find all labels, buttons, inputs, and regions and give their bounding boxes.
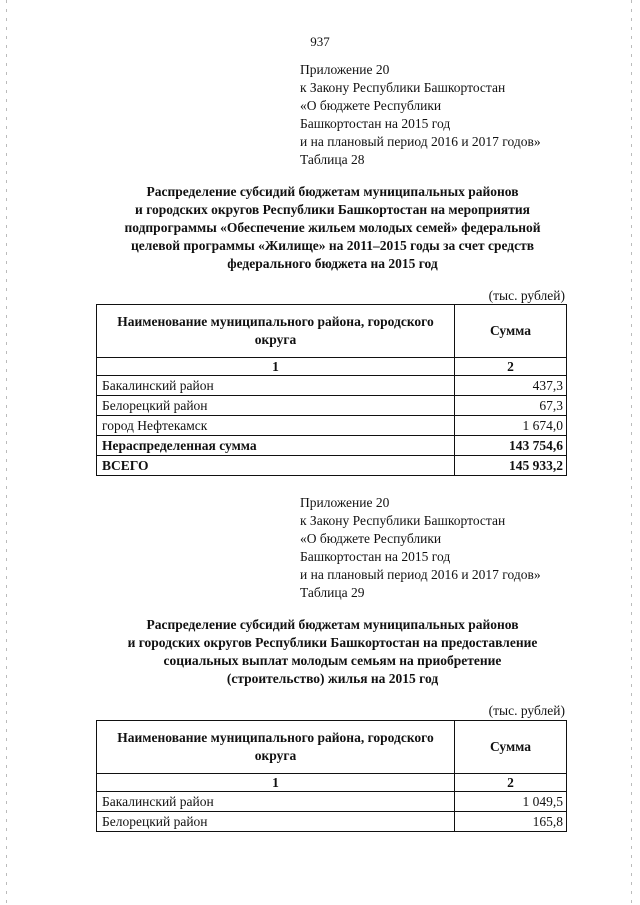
table-header-row (97, 721, 567, 774)
row-name: Бакалинский район (97, 376, 455, 396)
appendix-line: Башкортостан на 2015 год (300, 116, 451, 131)
header-name: Наименование муниципального района, городского округа (97, 305, 455, 358)
table-row (97, 792, 567, 812)
row-sum: 165,8 (455, 812, 567, 832)
table-label: Таблица 29 (300, 585, 365, 600)
column-number-row (97, 774, 567, 792)
table-row (97, 396, 567, 416)
row-name: город Нефтекамск (97, 416, 455, 436)
appendix-header-table-28 (300, 61, 541, 169)
appendix-line: и на плановый период 2016 и 2017 годов» (300, 134, 541, 149)
table-row (97, 376, 567, 396)
title-line: Распределение субсидий бюджетам муниципальных районов (146, 617, 519, 632)
appendix-line: «О бюджете Республики (300, 531, 442, 546)
row-name: Белорецкий район (97, 812, 455, 832)
appendix-line: «О бюджете Республики (300, 98, 442, 113)
left-margin-line (6, 0, 7, 905)
row-sum: 437,3 (455, 376, 567, 396)
table-29-units: (тыс. рублей) (488, 703, 565, 718)
row-sum: 1 049,5 (455, 792, 567, 812)
page-number: 937 (310, 34, 330, 49)
column-number: 2 (455, 358, 567, 376)
table-row-unallocated (97, 436, 567, 456)
table-row-total (97, 456, 567, 476)
row-name: Нераспределенная сумма (97, 436, 455, 456)
title-line: и городских округов Республики Башкортостан на предоставление (127, 635, 538, 650)
table-28 (96, 304, 567, 476)
column-number: 2 (455, 774, 567, 792)
row-name: Бакалинский район (97, 792, 455, 812)
appendix-line: Приложение 20 (300, 495, 390, 510)
row-sum: 67,3 (455, 396, 567, 416)
column-number: 1 (97, 358, 455, 376)
appendix-line: и на плановый период 2016 и 2017 годов» (300, 567, 541, 582)
table-row (97, 416, 567, 436)
appendix-line: Башкортостан на 2015 год (300, 549, 451, 564)
table-header-row (97, 305, 567, 358)
row-sum: 1 674,0 (455, 416, 567, 436)
title-line: подпрограммы «Обеспечение жильем молодых семей» федеральной (124, 220, 541, 235)
right-margin-line (631, 0, 632, 905)
appendix-header-table-29 (300, 494, 541, 602)
title-line: и городских округов Республики Башкортостан на мероприятия (135, 202, 530, 217)
table-28-title (95, 183, 570, 273)
title-line: социальных выплат молодым семьям на приобретение (163, 653, 502, 668)
table-29 (96, 720, 567, 832)
title-line: (строительство) жилья на 2015 год (226, 671, 439, 686)
table-29-title (95, 616, 570, 688)
appendix-line: Приложение 20 (300, 62, 390, 77)
header-sum: Сумма (455, 305, 567, 358)
header-name: Наименование муниципального района, городского округа (97, 721, 455, 774)
table-28-units: (тыс. рублей) (488, 288, 565, 303)
column-number-row (97, 358, 567, 376)
appendix-line: к Закону Республики Башкортостан (300, 513, 506, 528)
row-name: ВСЕГО (97, 456, 455, 476)
row-sum: 145 933,2 (455, 456, 567, 476)
title-line: федерального бюджета на 2015 год (227, 256, 438, 271)
column-number: 1 (97, 774, 455, 792)
table-label: Таблица 28 (300, 152, 365, 167)
header-sum: Сумма (455, 721, 567, 774)
row-name: Белорецкий район (97, 396, 455, 416)
title-line: Распределение субсидий бюджетам муниципальных районов (146, 184, 519, 199)
row-sum: 143 754,6 (455, 436, 567, 456)
title-line: целевой программы «Жилище» на 2011–2015 годы за счет средств (130, 238, 535, 253)
table-row (97, 812, 567, 832)
appendix-line: к Закону Республики Башкортостан (300, 80, 506, 95)
